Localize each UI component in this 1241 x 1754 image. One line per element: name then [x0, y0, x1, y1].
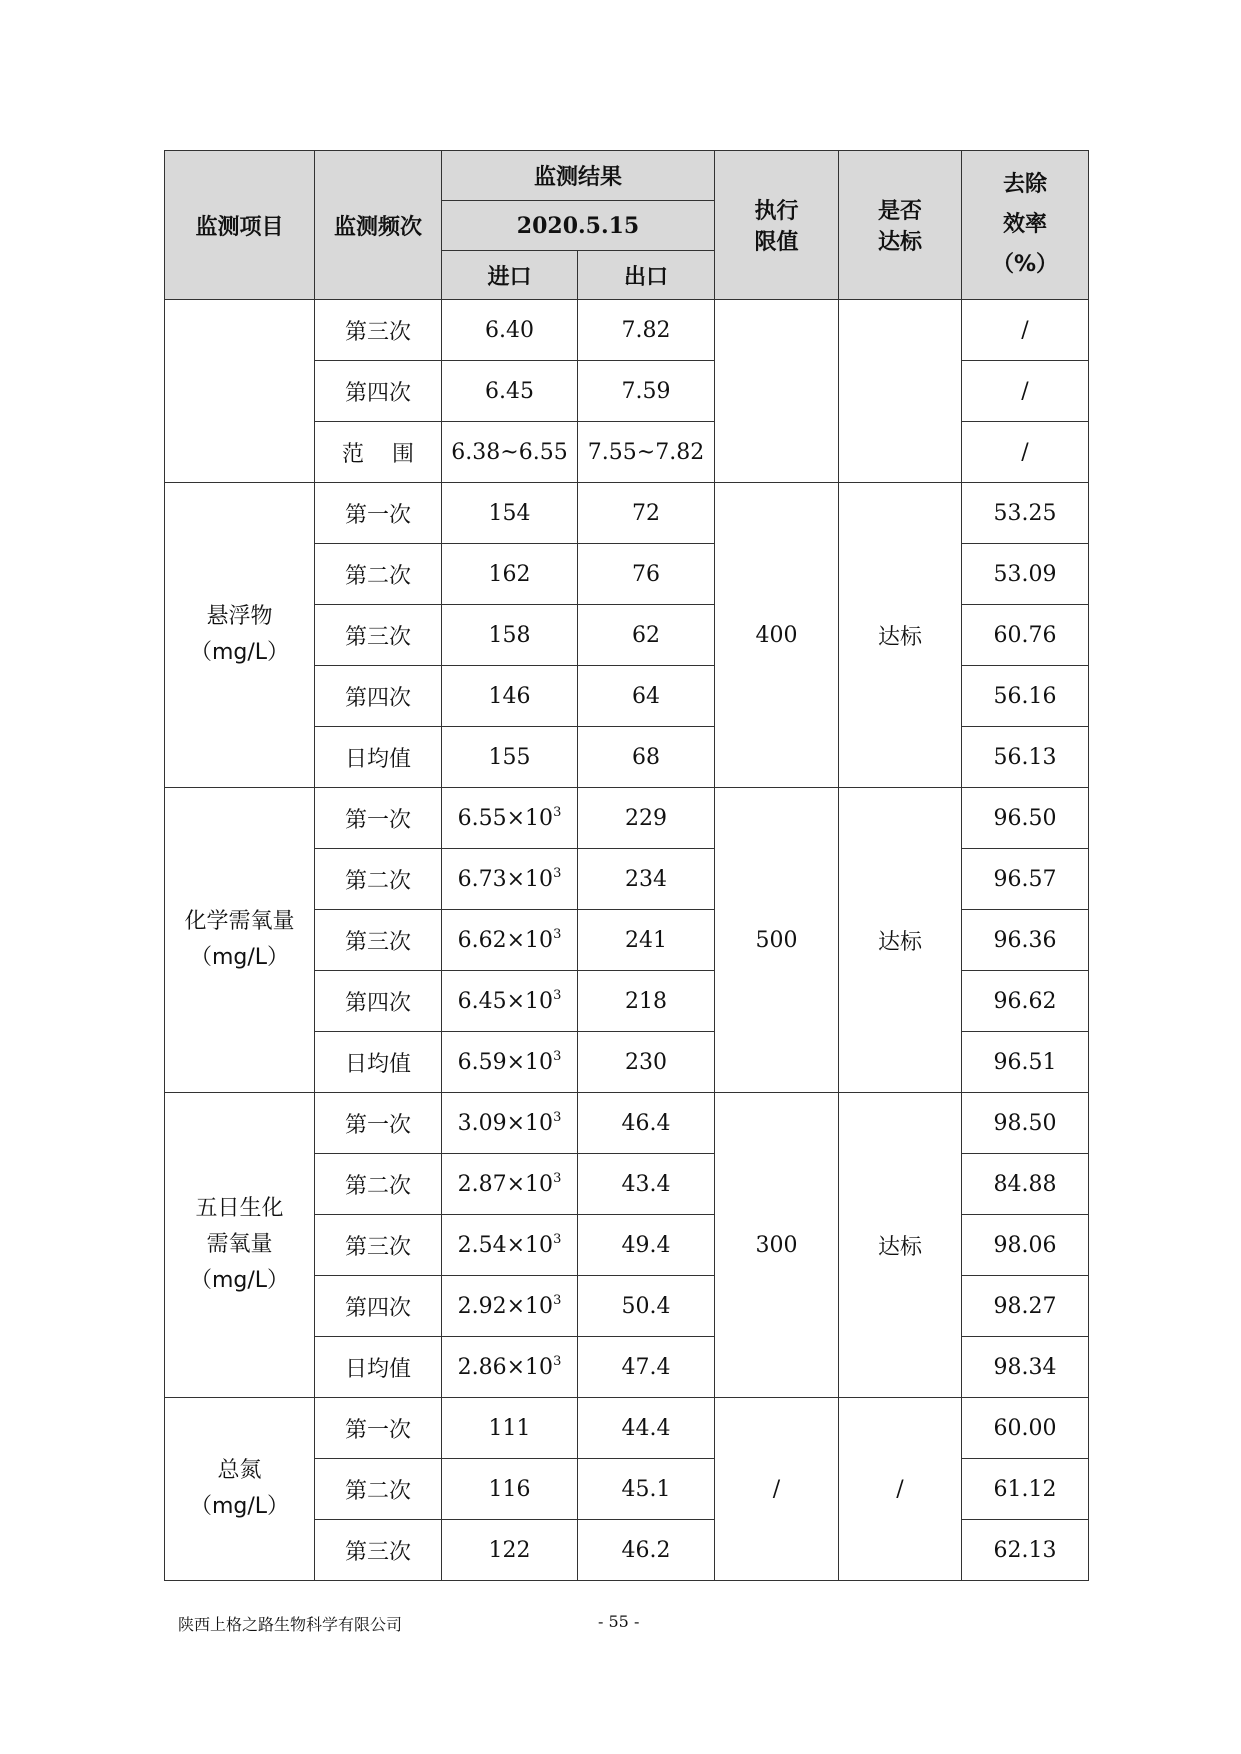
- item-cell-ss: 悬浮物 （mg/L）: [165, 483, 315, 788]
- limit-cell: [715, 300, 839, 483]
- table-row: [165, 300, 1089, 361]
- inlet-cell: $2.87\times 10^3$: [442, 1154, 578, 1215]
- limit-cell: 500: [715, 788, 839, 1093]
- eff-cell: 62.13: [962, 1520, 1089, 1581]
- header-pass-line1: 是否: [878, 199, 923, 224]
- eff-cell: 61.12: [962, 1459, 1089, 1520]
- table-row: [165, 1398, 1089, 1459]
- outlet-cell: 230: [578, 1032, 715, 1093]
- inlet-cell: 6.45: [442, 361, 578, 422]
- freq-cell: 第三次: [315, 910, 442, 971]
- inlet-cell: 155: [442, 727, 578, 788]
- freq-cell: 第三次: [315, 1520, 442, 1581]
- inlet-cell: 154: [442, 483, 578, 544]
- inlet-cell: $3.09\times 10^3$: [442, 1093, 578, 1154]
- freq-cell: 第三次: [315, 1215, 442, 1276]
- eff-cell: 60.76: [962, 605, 1089, 666]
- table-header: [165, 151, 1089, 300]
- inlet-cell: 6.38~6.55: [442, 422, 578, 483]
- freq-cell: 第二次: [315, 544, 442, 605]
- limit-cell: 300: [715, 1093, 839, 1398]
- inlet-cell: 158: [442, 605, 578, 666]
- eff-cell: /: [962, 361, 1089, 422]
- limit-cell: /: [715, 1398, 839, 1581]
- inlet-cell: $2.54\times 10^3$: [442, 1215, 578, 1276]
- outlet-cell: 234: [578, 849, 715, 910]
- freq-cell-range: 范 围: [315, 422, 442, 483]
- inlet-cell: 162: [442, 544, 578, 605]
- item-cell-cod: 化学需氧量 （mg/L）: [165, 788, 315, 1093]
- header-efficiency: [962, 151, 1089, 300]
- eff-cell: 60.00: [962, 1398, 1089, 1459]
- outlet-cell: 218: [578, 971, 715, 1032]
- header-pass-line2: 达标: [878, 230, 923, 255]
- freq-cell: 日均值: [315, 727, 442, 788]
- eff-cell: 96.50: [962, 788, 1089, 849]
- outlet-cell: 64: [578, 666, 715, 727]
- pass-cell: /: [839, 1398, 962, 1581]
- pass-cell: [839, 300, 962, 483]
- eff-cell: 96.62: [962, 971, 1089, 1032]
- header-outlet: 出口: [578, 251, 715, 300]
- pass-cell: 达标: [839, 483, 962, 788]
- inlet-cell: $2.86\times 10^3$: [442, 1337, 578, 1398]
- freq-cell: 第三次: [315, 605, 442, 666]
- inlet-cell: $6.45\times 10^3$: [442, 971, 578, 1032]
- header-pass: [839, 151, 962, 300]
- inlet-cell: 116: [442, 1459, 578, 1520]
- inlet-cell: $6.62\times 10^3$: [442, 910, 578, 971]
- table-row: [165, 483, 1089, 544]
- table-row: [165, 788, 1089, 849]
- header-item: 监测项目: [165, 151, 315, 300]
- header-limit: [715, 151, 839, 300]
- freq-cell: 第三次: [315, 300, 442, 361]
- outlet-cell: 44.4: [578, 1398, 715, 1459]
- header-limit-line2: 限值: [754, 230, 799, 255]
- eff-cell: 98.34: [962, 1337, 1089, 1398]
- inlet-cell: $6.73\times 10^3$: [442, 849, 578, 910]
- item-cell-tn: 总氮 （mg/L）: [165, 1398, 315, 1581]
- inlet-cell: $6.55\times 10^3$: [442, 788, 578, 849]
- outlet-cell: 46.4: [578, 1093, 715, 1154]
- freq-cell: 第四次: [315, 1276, 442, 1337]
- outlet-cell: 45.1: [578, 1459, 715, 1520]
- freq-cell: 第二次: [315, 1459, 442, 1520]
- eff-cell: 96.36: [962, 910, 1089, 971]
- inlet-cell: 111: [442, 1398, 578, 1459]
- eff-cell: 98.50: [962, 1093, 1089, 1154]
- outlet-cell: 43.4: [578, 1154, 715, 1215]
- outlet-cell: 68: [578, 727, 715, 788]
- freq-cell: 日均值: [315, 1032, 442, 1093]
- outlet-cell: 229: [578, 788, 715, 849]
- eff-cell: 98.06: [962, 1215, 1089, 1276]
- eff-cell: 53.09: [962, 544, 1089, 605]
- item-cell-continued: [165, 300, 315, 483]
- eff-cell: 96.57: [962, 849, 1089, 910]
- outlet-cell: 47.4: [578, 1337, 715, 1398]
- table-body: [165, 300, 1089, 1581]
- freq-cell: 第一次: [315, 788, 442, 849]
- eff-cell: /: [962, 300, 1089, 361]
- eff-cell: 56.13: [962, 727, 1089, 788]
- eff-cell: 84.88: [962, 1154, 1089, 1215]
- freq-cell: 第二次: [315, 1154, 442, 1215]
- outlet-cell: 50.4: [578, 1276, 715, 1337]
- limit-cell: 400: [715, 483, 839, 788]
- pass-cell: 达标: [839, 788, 962, 1093]
- freq-cell: 日均值: [315, 1337, 442, 1398]
- inlet-cell: $2.92\times 10^3$: [442, 1276, 578, 1337]
- freq-cell: 第一次: [315, 483, 442, 544]
- eff-cell: 98.27: [962, 1276, 1089, 1337]
- header-limit-line1: 执行: [754, 199, 799, 224]
- eff-cell: 56.16: [962, 666, 1089, 727]
- inlet-cell: 6.40: [442, 300, 578, 361]
- freq-cell: 第四次: [315, 666, 442, 727]
- header-date: 2020.5.15: [442, 201, 715, 251]
- header-eff-line2: 效率: [1003, 212, 1048, 237]
- freq-cell: 第四次: [315, 361, 442, 422]
- inlet-cell: $6.59\times 10^3$: [442, 1032, 578, 1093]
- freq-cell: 第二次: [315, 849, 442, 910]
- outlet-cell: 49.4: [578, 1215, 715, 1276]
- inlet-cell: 146: [442, 666, 578, 727]
- header-results: 监测结果: [442, 151, 715, 201]
- outlet-cell: 72: [578, 483, 715, 544]
- outlet-cell: 7.59: [578, 361, 715, 422]
- eff-cell: 96.51: [962, 1032, 1089, 1093]
- freq-cell: 第一次: [315, 1093, 442, 1154]
- inlet-cell: 122: [442, 1520, 578, 1581]
- eff-cell: /: [962, 422, 1089, 483]
- outlet-cell: 7.55~7.82: [578, 422, 715, 483]
- pass-cell: 达标: [839, 1093, 962, 1398]
- outlet-cell: 46.2: [578, 1520, 715, 1581]
- freq-cell: 第四次: [315, 971, 442, 1032]
- header-eff-line3: （%）: [991, 252, 1059, 277]
- outlet-cell: 241: [578, 910, 715, 971]
- outlet-cell: 76: [578, 544, 715, 605]
- footer-company: 陕西上格之路生物科学有限公司: [178, 1615, 403, 1634]
- table-row: [165, 1093, 1089, 1154]
- freq-cell: 第一次: [315, 1398, 442, 1459]
- outlet-cell: 62: [578, 605, 715, 666]
- header-frequency: 监测频次: [315, 151, 442, 300]
- eff-cell: 53.25: [962, 483, 1089, 544]
- monitoring-results-table: [164, 150, 1089, 1581]
- header-inlet: 进口: [442, 251, 578, 300]
- page-number: - 55 -: [598, 1612, 640, 1631]
- header-eff-line1: 去除: [1003, 172, 1048, 197]
- item-cell-bod5: 五日生化 需氧量 （mg/L）: [165, 1093, 315, 1398]
- outlet-cell: 7.82: [578, 300, 715, 361]
